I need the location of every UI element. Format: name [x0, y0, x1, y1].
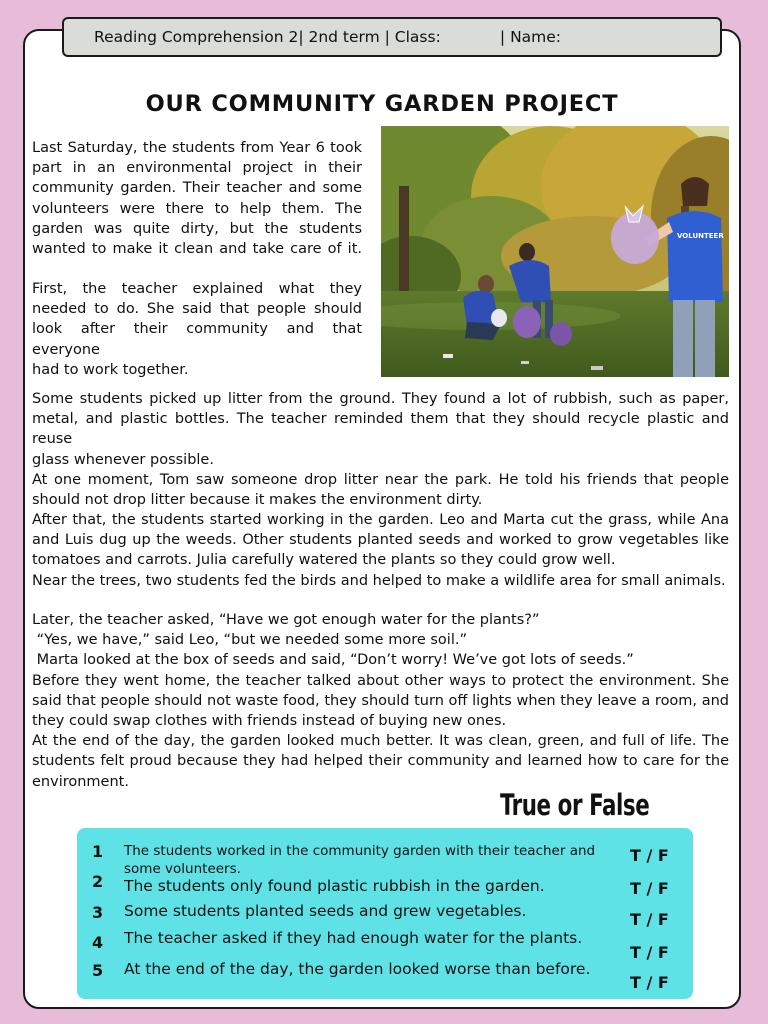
- text-line: community garden. Their teacher and some: [32, 180, 362, 197]
- question-text: At the end of the day, the garden looked worse than before.: [124, 960, 591, 978]
- question-text: The students worked in the community garden with their teacher and some volunteers.: [124, 843, 596, 877]
- text-line: Last Saturday, the students from Year 6 took: [32, 140, 362, 156]
- question-text: Some students planted seeds and grew vegetables.: [124, 902, 527, 920]
- true-false-panel: [77, 828, 693, 999]
- question-text: The students only found plastic rubbish in the garden.: [124, 877, 545, 895]
- text-line: said that people should not waste food, they should turn off lights when they leave a room, and: [32, 692, 729, 709]
- text-line: students felt proud because they had helped their community and learned how to care for the: [32, 753, 729, 770]
- story-paragraph-5: [32, 610, 729, 792]
- text-line: wanted to make it clean and take care of it.: [32, 241, 362, 258]
- page-title: OUR COMMUNITY GARDEN PROJECT: [145, 91, 619, 117]
- question-text: The teacher asked if they had enough water for the plants.: [124, 929, 583, 947]
- true-false-choice[interactable]: T / F: [630, 943, 669, 962]
- question-number: 4: [92, 933, 104, 952]
- text-line: Some students picked up litter from the ground. They found a lot of rubbish, such as paper,: [32, 391, 729, 407]
- true-false-choice[interactable]: T / F: [630, 973, 669, 992]
- text-line: garden was quite dirty, but the students: [32, 220, 362, 237]
- text-line: “Yes, we have,” said Leo, “but we needed some more soil.”: [32, 632, 467, 649]
- text-line: At the end of the day, the garden looked much better. It was clean, green, and full of life. The: [32, 733, 729, 750]
- text-line: and Luis dug up the weeds. Other students planted seeds and worked to grow vegetables like: [32, 532, 729, 549]
- story-paragraph-4: [32, 510, 729, 591]
- true-false-choice[interactable]: T / F: [630, 910, 669, 929]
- text-line: glass whenever possible.: [32, 451, 214, 468]
- volunteers-cleaning-park-photo: [381, 126, 729, 377]
- question-number: 5: [92, 961, 104, 980]
- story-paragraph-2: [32, 279, 362, 380]
- text-line: look after their community and that everyone: [32, 321, 362, 358]
- text-line: should not drop litter because it makes the environment dirty.: [32, 492, 483, 509]
- question-number: 1: [92, 842, 104, 861]
- question-number: 3: [92, 903, 104, 922]
- text-line: metal, and plastic bottles. The teacher reminded them that they should recycle plastic and reuse: [32, 411, 729, 448]
- text-line: After that, the students started working in the garden. Leo and Marta cut the grass, while Ana: [32, 512, 729, 528]
- question-number: 2: [92, 872, 104, 891]
- text-line: Near the trees, two students fed the birds and helped to make a wildlife area for small animals.: [32, 572, 726, 589]
- text-line: they could swap clothes with friends instead of buying new ones.: [32, 713, 507, 730]
- shirt-label: VOLUNTEER: [677, 232, 724, 240]
- true-false-choice[interactable]: T / F: [630, 879, 669, 898]
- text-line: Before they went home, the teacher talked about other ways to protect the environment. She: [32, 672, 729, 689]
- text-line: First, the teacher explained what they: [32, 281, 362, 297]
- true-false-choice[interactable]: T / F: [630, 846, 669, 865]
- true-false-heading: True or False: [500, 788, 650, 822]
- text-line: needed to do. She said that people should: [32, 301, 362, 318]
- text-line: environment.: [32, 773, 129, 790]
- text-line: Marta looked at the box of seeds and said, “Don’t worry! We’ve got lots of seeds.”: [32, 652, 634, 669]
- header-text: Reading Comprehension 2| 2nd term | Class: | Name:: [94, 28, 562, 46]
- text-line: part in an environmental project in their: [32, 160, 362, 177]
- text-line: volunteers were there to help them. The: [32, 200, 362, 217]
- text-line: tomatoes and carrots. Julia carefully watered the plants so they could grow well.: [32, 552, 616, 569]
- header-bar: [62, 17, 722, 57]
- story-paragraph-1: [32, 138, 362, 259]
- text-line: had to work together.: [32, 361, 189, 378]
- text-line: Later, the teacher asked, “Have we got enough water for the plants?”: [32, 612, 540, 628]
- story-paragraph-3: [32, 389, 729, 510]
- text-line: At one moment, Tom saw someone drop litter near the park. He told his friends that people: [32, 471, 729, 488]
